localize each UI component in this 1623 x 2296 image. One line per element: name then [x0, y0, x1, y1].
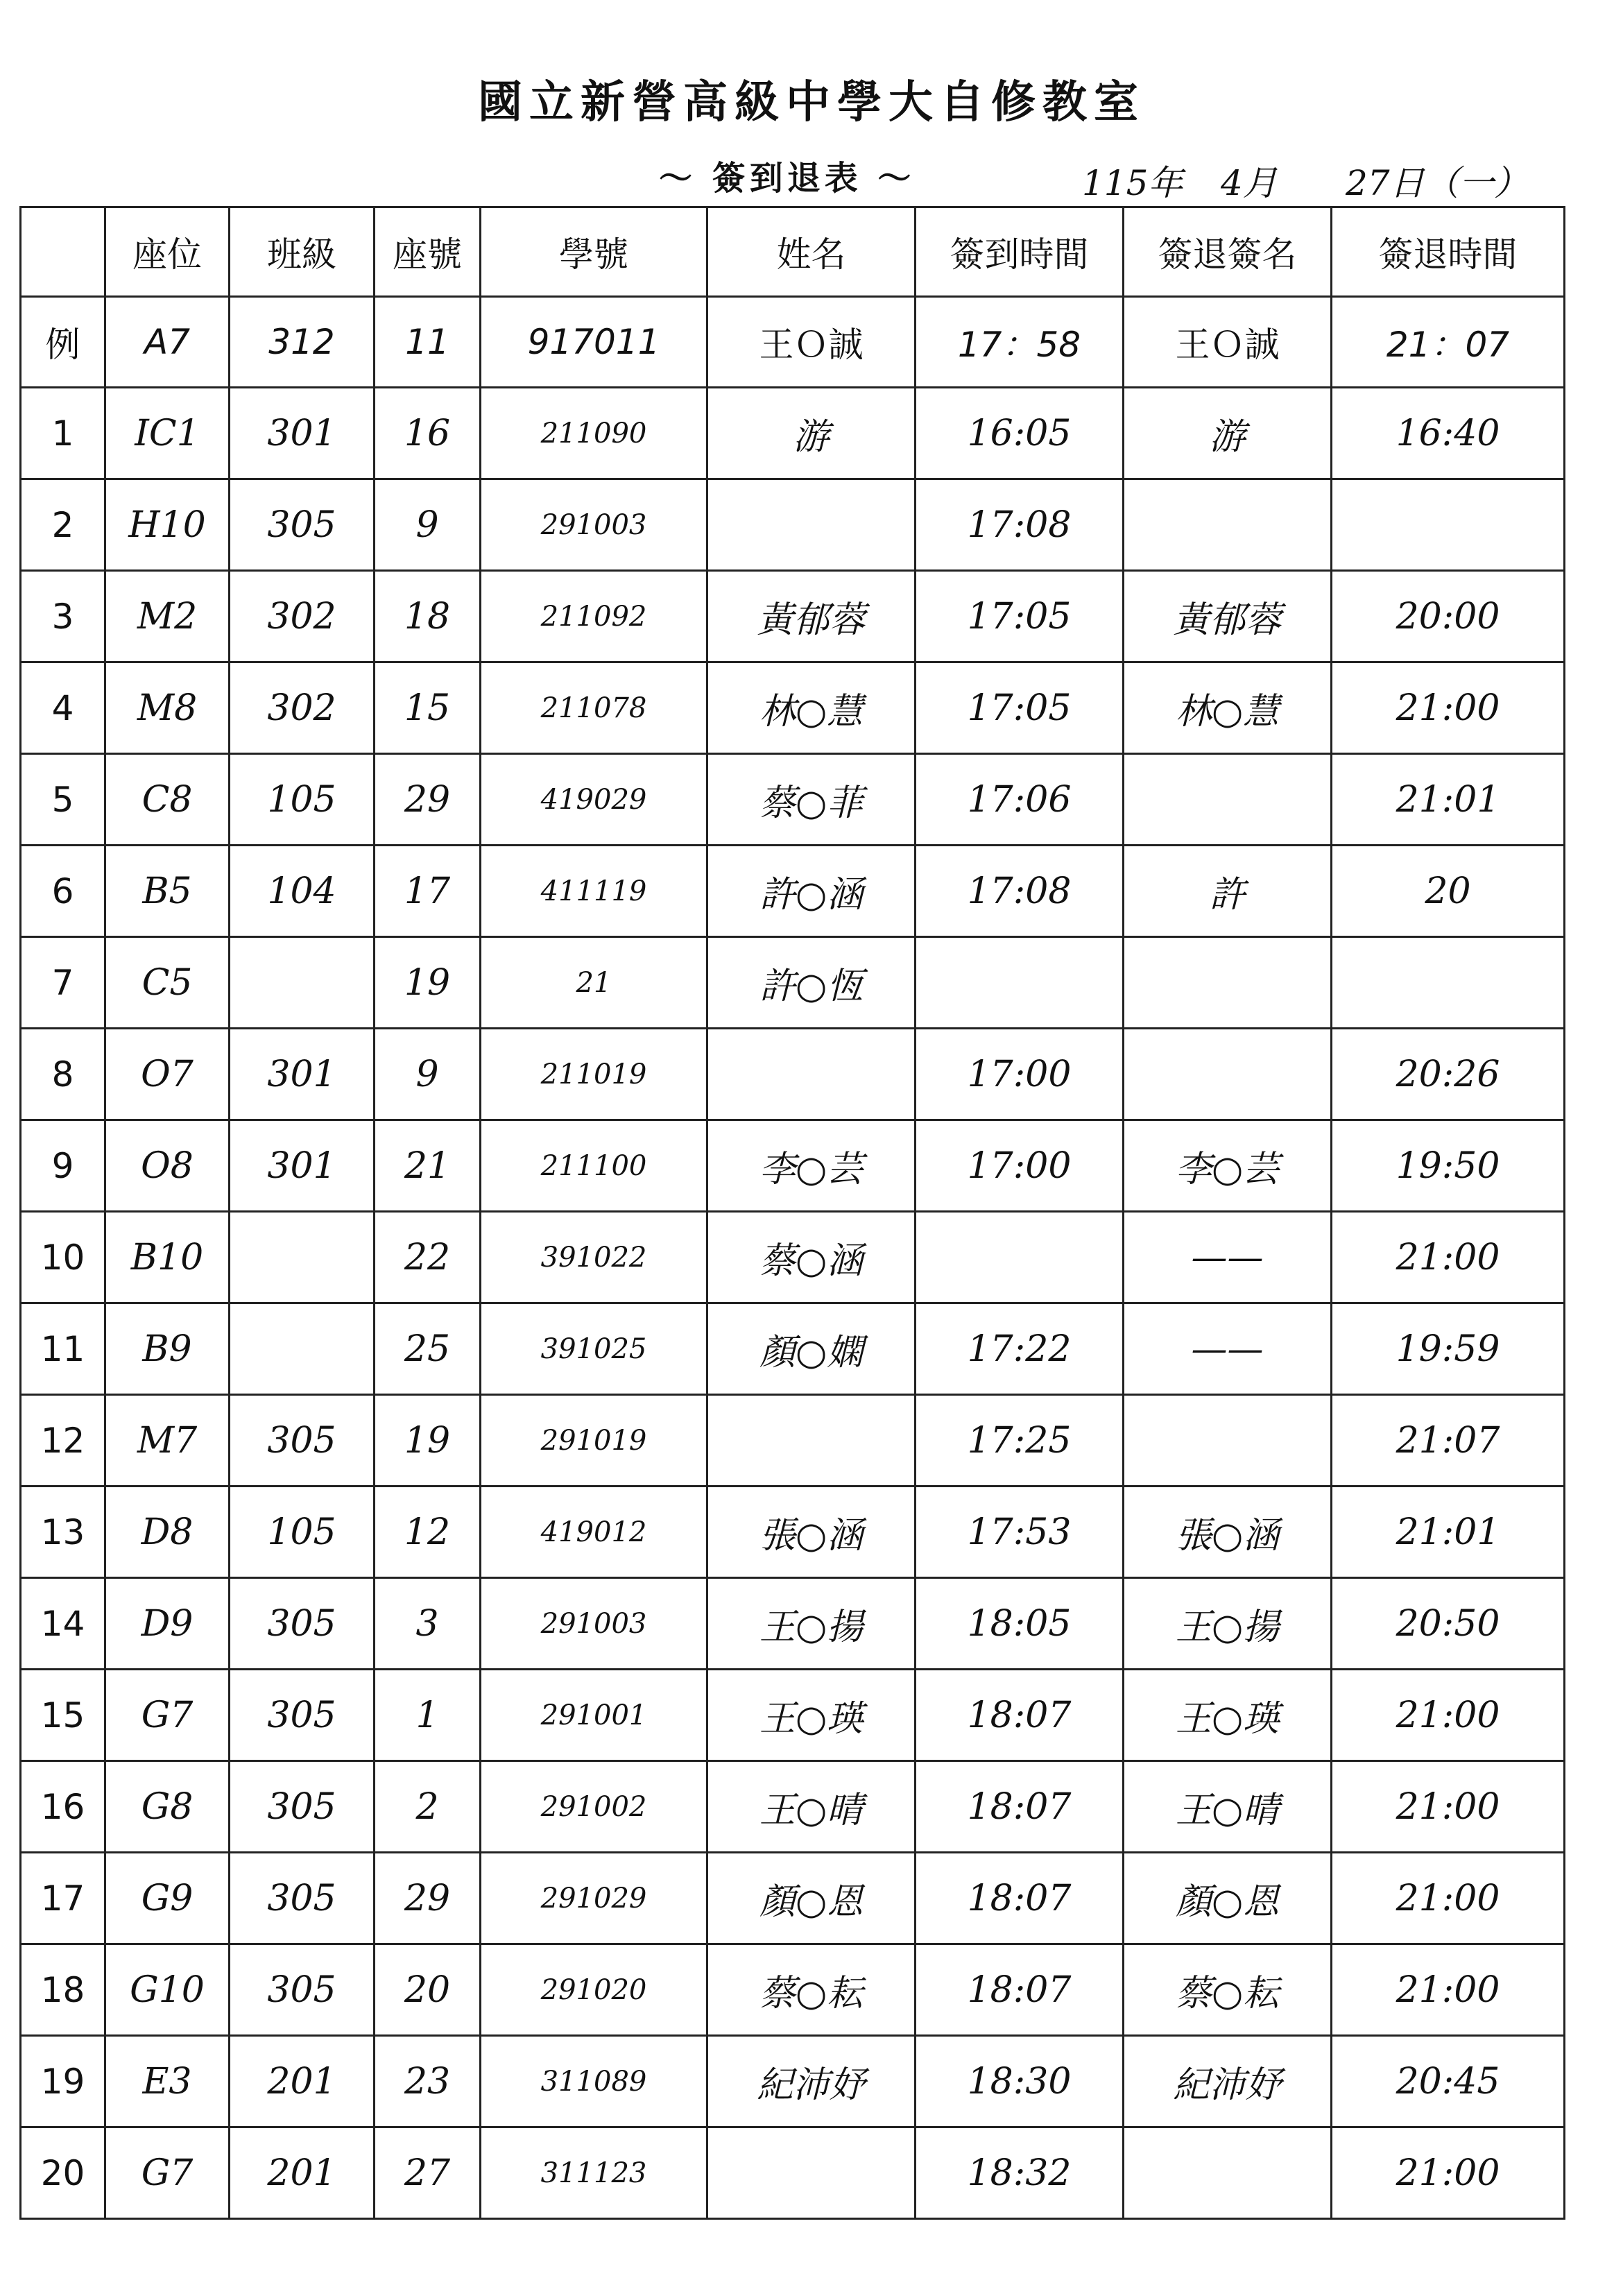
example-student-id: 917011	[481, 297, 707, 388]
col-header-sign-in-time: 簽到時間	[916, 207, 1124, 297]
sign-out-cell: 19:50	[1332, 1120, 1565, 1212]
sign-in-cell: 17:05	[916, 571, 1124, 662]
class-cell: 305	[230, 479, 375, 571]
number-cell: 27	[375, 2127, 481, 2219]
class-cell	[230, 937, 375, 1029]
number-cell: 19	[375, 1395, 481, 1487]
seat-cell: G9	[105, 1853, 230, 1944]
sign-out-cell: 16:40	[1332, 388, 1565, 479]
name-cell: 李○芸	[707, 1120, 916, 1212]
row-number: 18	[21, 1944, 105, 2036]
class-cell: 201	[230, 2036, 375, 2127]
row-number: 1	[21, 388, 105, 479]
table-row	[21, 2127, 1565, 2219]
seat-cell: G10	[105, 1944, 230, 2036]
sign-out-cell: 20:26	[1332, 1029, 1565, 1120]
number-cell: 22	[375, 1212, 481, 1303]
table-row	[21, 479, 1565, 571]
seat-cell: G8	[105, 1761, 230, 1853]
sign-in-cell: 16:05	[916, 388, 1124, 479]
student-id-cell: 291029	[481, 1853, 707, 1944]
sign-out-cell: 21:07	[1332, 1395, 1565, 1487]
col-header-row-number	[21, 207, 105, 297]
class-cell: 302	[230, 662, 375, 754]
table-row	[21, 1303, 1565, 1395]
example-sign-out: 21：07	[1332, 297, 1565, 388]
sign-out-cell: 21:00	[1332, 1761, 1565, 1853]
row-number: 5	[21, 754, 105, 846]
signout-signature-cell: 林○慧	[1124, 662, 1332, 754]
class-cell: 105	[230, 1487, 375, 1578]
row-number: 2	[21, 479, 105, 571]
class-cell: 305	[230, 1670, 375, 1761]
table-row	[21, 1487, 1565, 1578]
class-cell: 305	[230, 1853, 375, 1944]
name-cell: 黃郁蓉	[707, 571, 916, 662]
table-row	[21, 571, 1565, 662]
col-header-sign-out-time: 簽退時間	[1332, 207, 1565, 297]
seat-cell: B9	[105, 1303, 230, 1395]
example-label: 例	[21, 297, 105, 388]
number-cell: 3	[375, 1578, 481, 1670]
signout-signature-cell: ——	[1124, 1303, 1332, 1395]
sign-in-cell	[916, 1212, 1124, 1303]
sign-out-cell: 21:00	[1332, 1853, 1565, 1944]
number-cell: 2	[375, 1761, 481, 1853]
sign-in-cell: 18:32	[916, 2127, 1124, 2219]
number-cell: 16	[375, 388, 481, 479]
signout-signature-cell: 王○瑛	[1124, 1670, 1332, 1761]
name-cell: 王○晴	[707, 1761, 916, 1853]
name-cell: 紀沛妤	[707, 2036, 916, 2127]
name-cell	[707, 479, 916, 571]
sign-out-cell: 21:00	[1332, 1670, 1565, 1761]
signout-signature-cell: 張○涵	[1124, 1487, 1332, 1578]
row-number: 10	[21, 1212, 105, 1303]
table-row	[21, 1670, 1565, 1761]
form-subtitle: ～ 簽到退表 ～	[659, 159, 916, 198]
sign-in-cell: 17:06	[916, 754, 1124, 846]
sign-in-cell: 17:25	[916, 1395, 1124, 1487]
table-row	[21, 662, 1565, 754]
table-row	[21, 846, 1565, 937]
number-cell: 19	[375, 937, 481, 1029]
table-row	[21, 1944, 1565, 2036]
class-cell: 305	[230, 1578, 375, 1670]
signout-signature-cell: 王○揚	[1124, 1578, 1332, 1670]
seat-cell: IC1	[105, 388, 230, 479]
number-cell: 25	[375, 1303, 481, 1395]
seat-cell: M8	[105, 662, 230, 754]
row-number: 13	[21, 1487, 105, 1578]
signout-signature-cell	[1124, 937, 1332, 1029]
name-cell: 顏○恩	[707, 1853, 916, 1944]
seat-cell: E3	[105, 2036, 230, 2127]
row-number: 17	[21, 1853, 105, 1944]
seat-cell: M2	[105, 571, 230, 662]
sign-in-cell: 17:22	[916, 1303, 1124, 1395]
student-id-cell: 391025	[481, 1303, 707, 1395]
row-number: 11	[21, 1303, 105, 1395]
student-id-cell: 291001	[481, 1670, 707, 1761]
table-row	[21, 1029, 1565, 1120]
sign-in-table	[19, 206, 1565, 2220]
number-cell: 21	[375, 1120, 481, 1212]
row-number: 20	[21, 2127, 105, 2219]
col-header-name: 姓名	[707, 207, 916, 297]
sign-out-cell	[1332, 937, 1565, 1029]
number-cell: 12	[375, 1487, 481, 1578]
student-id-cell: 291019	[481, 1395, 707, 1487]
number-cell: 20	[375, 1944, 481, 2036]
signout-signature-cell	[1124, 1029, 1332, 1120]
header-row	[21, 207, 1565, 297]
sign-out-cell: 21:01	[1332, 1487, 1565, 1578]
row-number: 14	[21, 1578, 105, 1670]
sign-out-cell: 20:00	[1332, 571, 1565, 662]
row-number: 8	[21, 1029, 105, 1120]
example-class: 312	[230, 297, 375, 388]
row-number: 3	[21, 571, 105, 662]
row-number: 4	[21, 662, 105, 754]
row-number: 19	[21, 2036, 105, 2127]
student-id-cell: 21	[481, 937, 707, 1029]
col-header-class: 班級	[230, 207, 375, 297]
example-seat: A7	[105, 297, 230, 388]
number-cell: 29	[375, 1853, 481, 1944]
class-cell: 104	[230, 846, 375, 937]
number-cell: 29	[375, 754, 481, 846]
sign-out-cell	[1332, 479, 1565, 571]
signout-signature-cell	[1124, 479, 1332, 571]
student-id-cell: 211090	[481, 388, 707, 479]
example-number: 11	[375, 297, 481, 388]
page-title: 國立新營高級中學大自修教室	[478, 76, 1145, 128]
seat-cell: B5	[105, 846, 230, 937]
student-id-cell: 211019	[481, 1029, 707, 1120]
col-header-number: 座號	[375, 207, 481, 297]
sign-out-cell: 21:00	[1332, 1212, 1565, 1303]
student-id-cell: 419029	[481, 754, 707, 846]
name-cell: 蔡○菲	[707, 754, 916, 846]
class-cell: 302	[230, 571, 375, 662]
number-cell: 1	[375, 1670, 481, 1761]
sign-in-cell: 17:05	[916, 662, 1124, 754]
sign-in-cell: 18:07	[916, 1670, 1124, 1761]
example-name: 王Ｏ誠	[707, 297, 916, 388]
sign-in-cell: 18:07	[916, 1853, 1124, 1944]
table-row	[21, 754, 1565, 846]
student-id-cell: 391022	[481, 1212, 707, 1303]
sign-out-cell: 19:59	[1332, 1303, 1565, 1395]
sign-in-cell: 17:00	[916, 1120, 1124, 1212]
row-number: 15	[21, 1670, 105, 1761]
signout-signature-cell: ——	[1124, 1212, 1332, 1303]
table-row	[21, 1853, 1565, 1944]
signout-signature-cell: 黃郁蓉	[1124, 571, 1332, 662]
number-cell: 23	[375, 2036, 481, 2127]
sign-out-cell: 21:00	[1332, 662, 1565, 754]
table-row	[21, 1395, 1565, 1487]
class-cell: 201	[230, 2127, 375, 2219]
signout-signature-cell	[1124, 2127, 1332, 2219]
signout-signature-cell: 李○芸	[1124, 1120, 1332, 1212]
number-cell: 15	[375, 662, 481, 754]
sign-in-cell	[916, 937, 1124, 1029]
name-cell: 林○慧	[707, 662, 916, 754]
signout-signature-cell: 游	[1124, 388, 1332, 479]
sign-out-cell: 20	[1332, 846, 1565, 937]
seat-cell: G7	[105, 2127, 230, 2219]
sign-in-cell: 18:30	[916, 2036, 1124, 2127]
class-cell	[230, 1212, 375, 1303]
name-cell	[707, 1395, 916, 1487]
table-row	[21, 1120, 1565, 1212]
seat-cell: C5	[105, 937, 230, 1029]
name-cell: 顏○嫻	[707, 1303, 916, 1395]
signout-signature-cell	[1124, 1395, 1332, 1487]
student-id-cell: 291002	[481, 1761, 707, 1853]
number-cell: 9	[375, 1029, 481, 1120]
name-cell	[707, 1029, 916, 1120]
signout-signature-cell: 蔡○耘	[1124, 1944, 1332, 2036]
class-cell: 305	[230, 1944, 375, 2036]
name-cell: 游	[707, 388, 916, 479]
sign-in-cell: 18:07	[916, 1944, 1124, 2036]
student-id-cell: 211078	[481, 662, 707, 754]
sign-in-cell: 17:53	[916, 1487, 1124, 1578]
table-row	[21, 388, 1565, 479]
student-id-cell: 311123	[481, 2127, 707, 2219]
student-id-cell: 411119	[481, 846, 707, 937]
name-cell: 張○涵	[707, 1487, 916, 1578]
class-cell: 301	[230, 1029, 375, 1120]
class-cell	[230, 1303, 375, 1395]
name-cell: 許○恆	[707, 937, 916, 1029]
class-cell: 305	[230, 1395, 375, 1487]
seat-cell: D8	[105, 1487, 230, 1578]
name-cell: 蔡○耘	[707, 1944, 916, 2036]
signout-signature-cell: 許	[1124, 846, 1332, 937]
seat-cell: M7	[105, 1395, 230, 1487]
table-row	[21, 937, 1565, 1029]
table-row	[21, 1578, 1565, 1670]
signout-signature-cell: 紀沛妤	[1124, 2036, 1332, 2127]
student-id-cell: 291003	[481, 479, 707, 571]
student-id-cell: 211092	[481, 571, 707, 662]
signout-signature-cell: 顏○恩	[1124, 1853, 1332, 1944]
example-row	[21, 297, 1565, 388]
date-month: 4月	[1221, 163, 1278, 203]
row-number: 6	[21, 846, 105, 937]
sign-out-cell: 21:00	[1332, 1944, 1565, 2036]
sign-in-cell: 17:08	[916, 846, 1124, 937]
number-cell: 18	[375, 571, 481, 662]
sign-in-cell: 18:05	[916, 1578, 1124, 1670]
student-id-cell: 419012	[481, 1487, 707, 1578]
name-cell: 蔡○涵	[707, 1212, 916, 1303]
seat-cell: H10	[105, 479, 230, 571]
student-id-cell: 291020	[481, 1944, 707, 2036]
col-header-seat: 座位	[105, 207, 230, 297]
class-cell: 301	[230, 388, 375, 479]
student-id-cell: 311089	[481, 2036, 707, 2127]
name-cell: 許○涵	[707, 846, 916, 937]
table-row	[21, 1212, 1565, 1303]
sign-in-cell: 17:00	[916, 1029, 1124, 1120]
row-number: 9	[21, 1120, 105, 1212]
row-number: 7	[21, 937, 105, 1029]
row-number: 16	[21, 1761, 105, 1853]
table-row	[21, 2036, 1565, 2127]
col-header-sign-out-signature: 簽退簽名	[1124, 207, 1332, 297]
seat-cell: D9	[105, 1578, 230, 1670]
table-row	[21, 1761, 1565, 1853]
sign-in-cell: 18:07	[916, 1761, 1124, 1853]
seat-cell: G7	[105, 1670, 230, 1761]
class-cell: 105	[230, 754, 375, 846]
seat-cell: C8	[105, 754, 230, 846]
student-id-cell: 291003	[481, 1578, 707, 1670]
name-cell: 王○瑛	[707, 1670, 916, 1761]
seat-cell: O7	[105, 1029, 230, 1120]
example-signout-name: 王Ｏ誠	[1124, 297, 1332, 388]
signout-signature-cell: 王○晴	[1124, 1761, 1332, 1853]
sign-out-cell: 20:45	[1332, 2036, 1565, 2127]
number-cell: 9	[375, 479, 481, 571]
class-cell: 301	[230, 1120, 375, 1212]
date-day: 27日（一）	[1346, 163, 1529, 203]
sign-out-cell: 20:50	[1332, 1578, 1565, 1670]
col-header-student-id: 學號	[481, 207, 707, 297]
sign-in-cell: 17:08	[916, 479, 1124, 571]
class-cell: 305	[230, 1761, 375, 1853]
name-cell	[707, 2127, 916, 2219]
seat-cell: B10	[105, 1212, 230, 1303]
number-cell: 17	[375, 846, 481, 937]
example-sign-in: 17：58	[916, 297, 1124, 388]
sign-out-cell: 21:01	[1332, 754, 1565, 846]
sign-out-cell: 21:00	[1332, 2127, 1565, 2219]
name-cell: 王○揚	[707, 1578, 916, 1670]
seat-cell: O8	[105, 1120, 230, 1212]
student-id-cell: 211100	[481, 1120, 707, 1212]
row-number: 12	[21, 1395, 105, 1487]
date-year: 115年	[1082, 163, 1183, 203]
signout-signature-cell	[1124, 754, 1332, 846]
